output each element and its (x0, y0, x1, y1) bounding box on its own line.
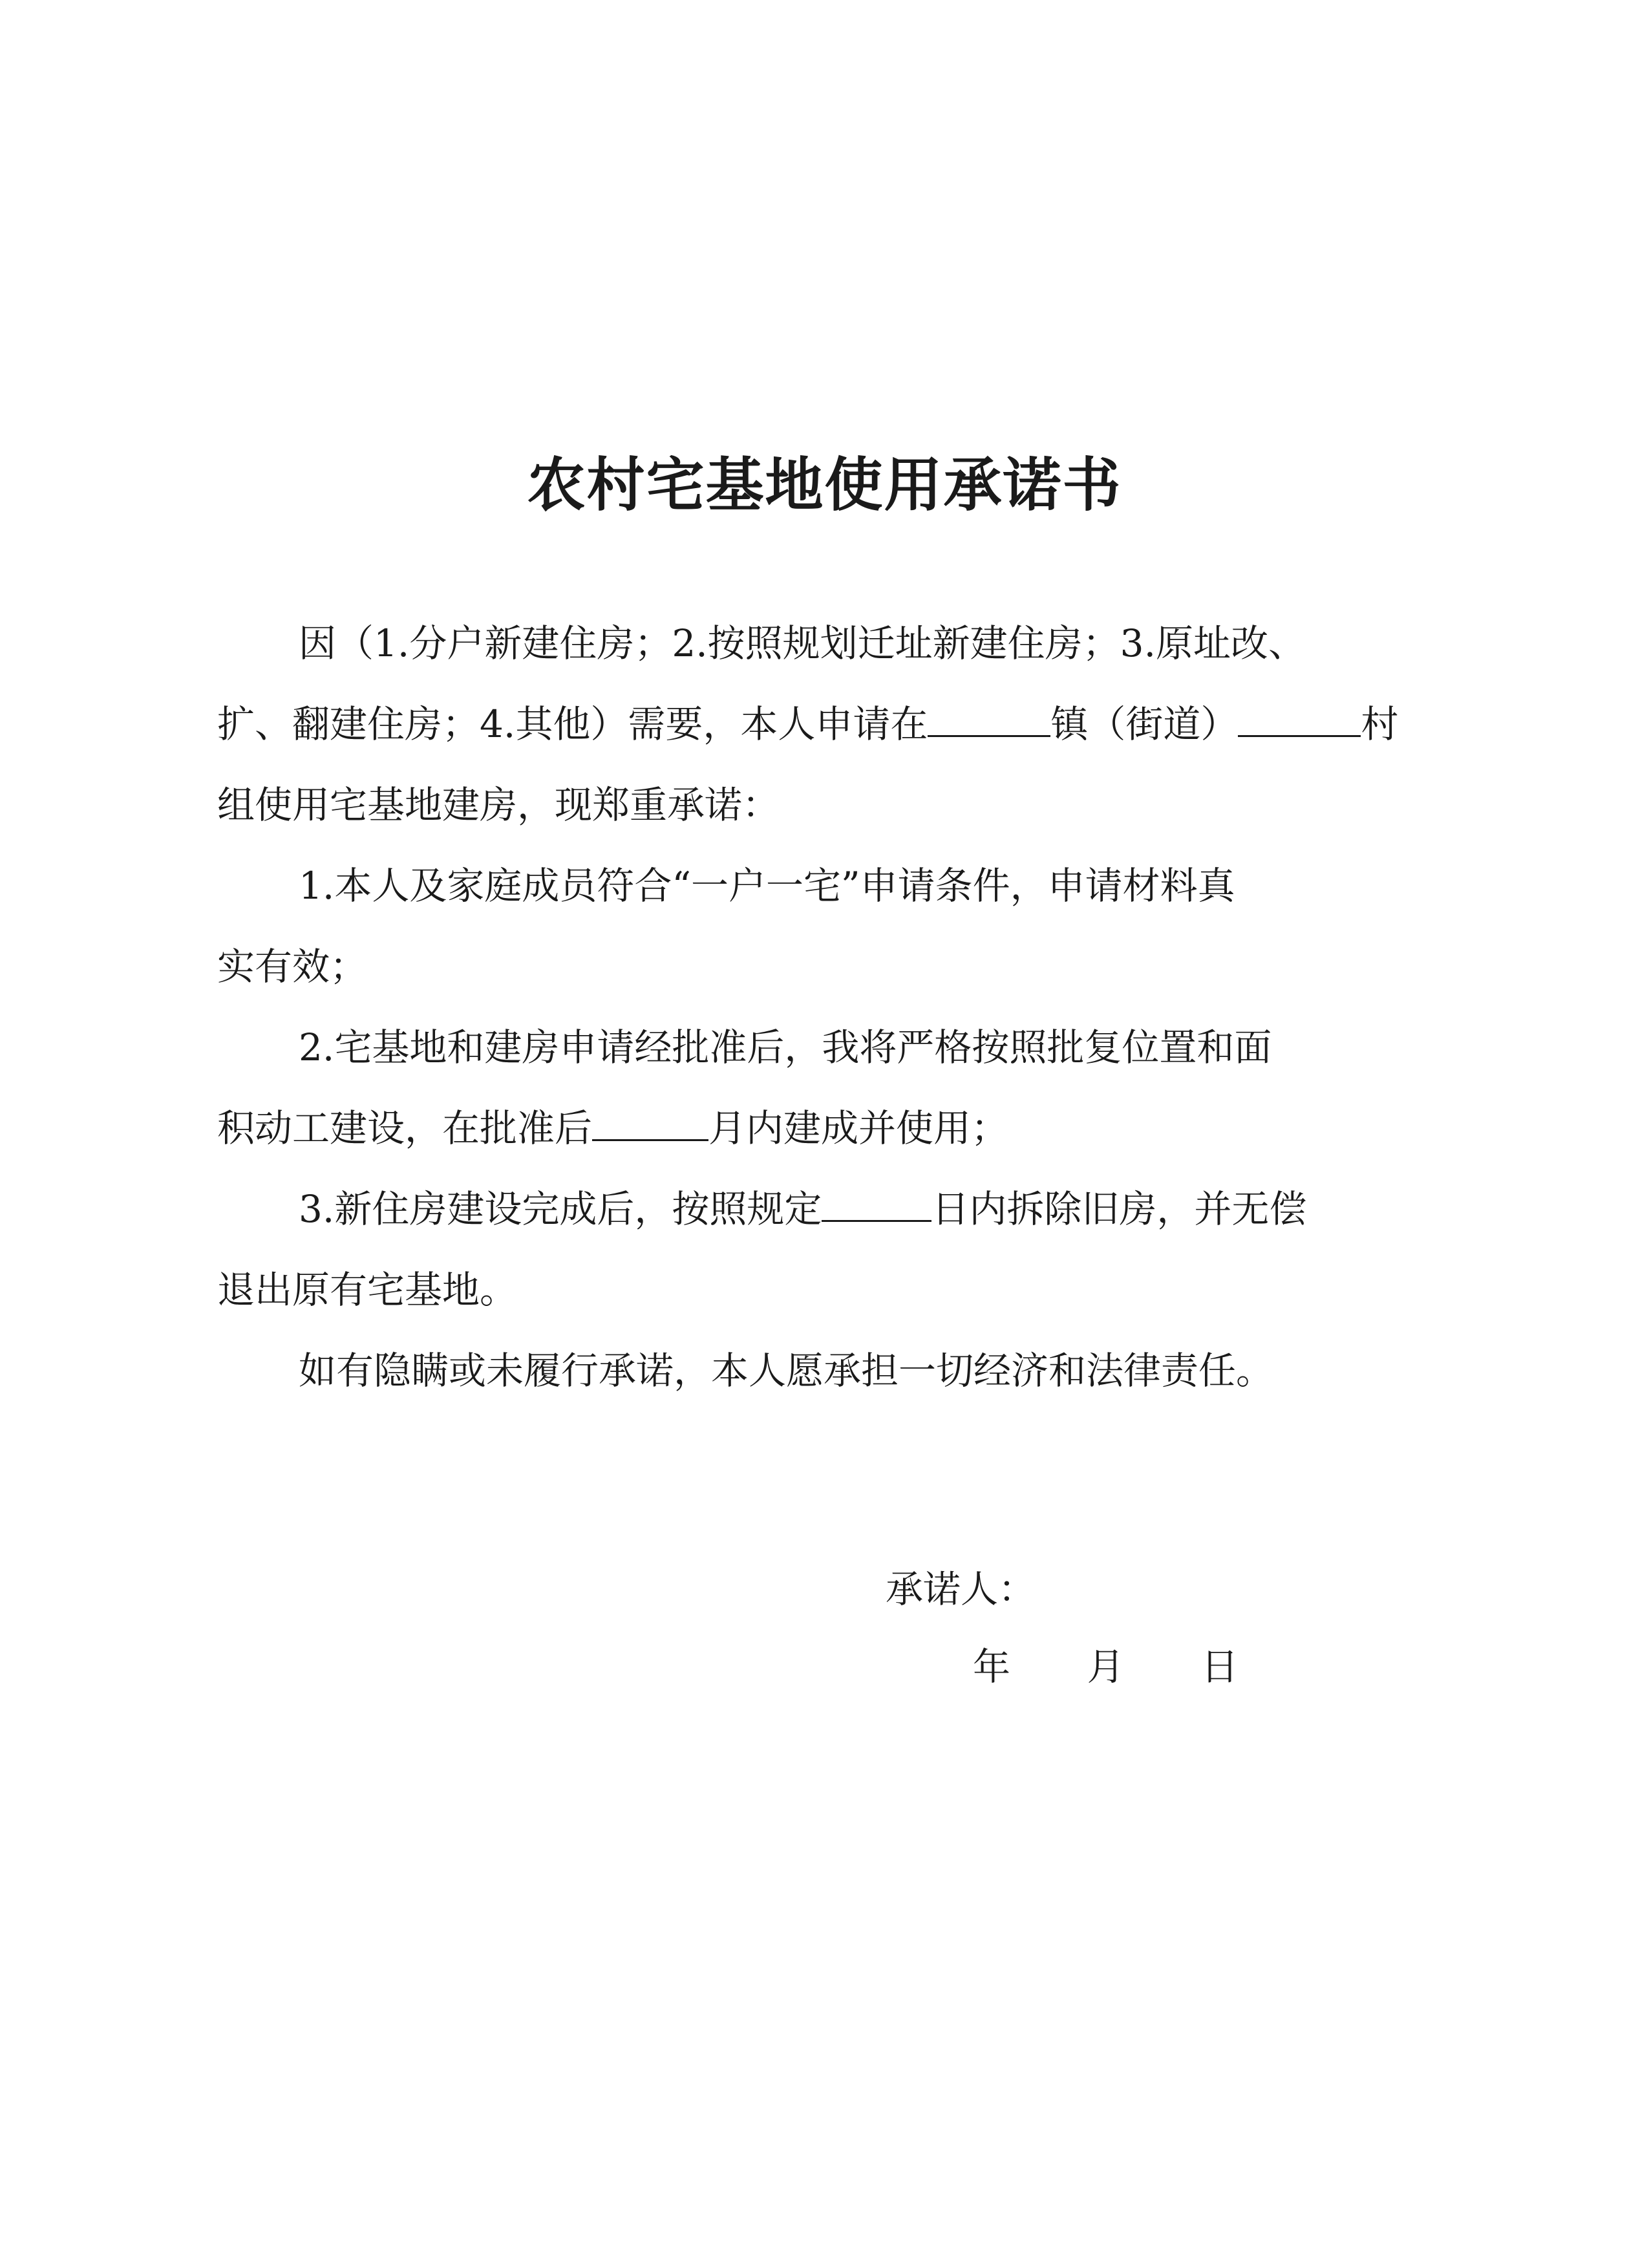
town-blank[interactable] (928, 699, 1050, 737)
document-title: 农村宅基地使用承诺书 (527, 451, 1122, 519)
day-label: 日 (1200, 1645, 1239, 1689)
para1-line1: 因（1.分户新建住房；2.按照规划迁址新建住房；3.原址改、 (299, 621, 1306, 665)
item1-line2: 实有效； (217, 945, 368, 989)
item3-line1-text-a: 3.新住房建设完成后，按照规定 (299, 1187, 822, 1231)
item3-line1 (299, 1183, 1306, 1235)
year-label: 年 (973, 1645, 1011, 1689)
closing-statement: 如有隐瞒或未履行承诺，本人愿承担一切经济和法律责任。 (299, 1349, 1274, 1393)
signer-label: 承诺人： (886, 1567, 1036, 1611)
date-line (973, 1641, 1239, 1693)
item2-line1: 2.宅基地和建房申请经批准后，我将严格按照批复位置和面 (299, 1025, 1272, 1069)
item2-line2-text-b: 月内建成并使用； (708, 1106, 1009, 1150)
month-label: 月 (1087, 1645, 1125, 1689)
item2-line2 (217, 1102, 1008, 1154)
para1-line2-text-c: 村 (1361, 702, 1399, 746)
item1-line1: 1.本人及家庭成员符合“一户一宅”申请条件，申请材料真 (299, 864, 1235, 908)
para1-line2-text-b: 镇（街道） (1050, 702, 1239, 746)
para1-line2-text-a: 扩、翻建住房；4.其他）需要，本人申请在 (217, 702, 928, 746)
para1-line3: 组使用宅基地建房，现郑重承诺： (217, 783, 780, 827)
para1-line2 (217, 698, 1398, 750)
days-blank[interactable] (822, 1184, 931, 1222)
item2-line2-text-a: 积动工建设，在批准后 (217, 1106, 593, 1150)
months-blank[interactable] (592, 1103, 708, 1141)
item3-line2: 退出原有宅基地。 (217, 1268, 518, 1312)
item3-line1-text-b: 日内拆除旧房，并无偿 (931, 1187, 1307, 1231)
village-blank[interactable] (1238, 699, 1361, 737)
